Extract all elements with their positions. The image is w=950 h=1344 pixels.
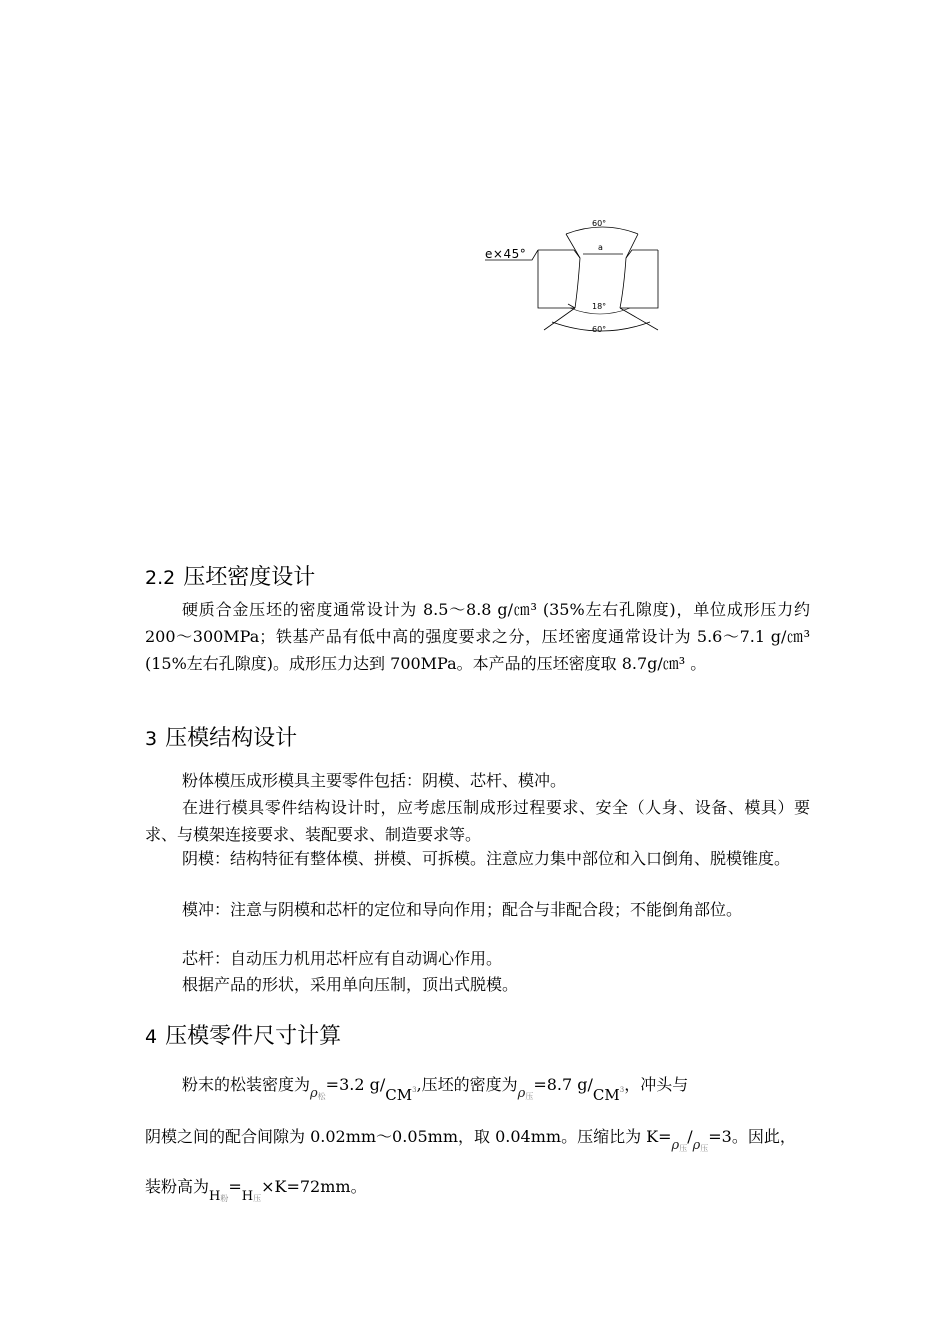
formula-line-densities — [182, 1072, 689, 1104]
superscript: 3 — [412, 1085, 417, 1094]
rho-symbol: ρ — [692, 1138, 701, 1153]
text: 装粉高为 — [145, 1177, 210, 1196]
subscript: 压 — [253, 1194, 262, 1203]
paragraph: 根据产品的形状，采用单向压制，顶出式脱模。 — [182, 975, 519, 994]
rho-symbol: ρ — [310, 1086, 318, 1101]
h-symbol: H — [209, 1189, 221, 1204]
section-number: 3 — [145, 728, 158, 750]
paragraph: 模冲：注意与阴模和芯杆的定位和导向作用；配合与非配合段；不能倒角部位。 — [182, 900, 743, 919]
die-drawing-svg — [480, 212, 680, 342]
h-symbol: H — [241, 1189, 254, 1204]
text: =8.7 g/ — [533, 1075, 593, 1094]
formula-line-fill-height — [145, 1174, 367, 1204]
chamfer-label: e×45° — [485, 247, 527, 261]
subscript: 压 — [700, 1144, 709, 1153]
section-heading-4 — [145, 1019, 341, 1050]
text: ×K=72mm。 — [261, 1177, 367, 1196]
subscript: 松 — [317, 1092, 326, 1101]
subscript: 粉 — [220, 1194, 229, 1203]
angle-mid-label: 18° — [592, 302, 607, 311]
paragraph: 在进行模具零件结构设计时，应考虑压制成形过程要求、安全（人身、设备、模具）要求、与模架连接要求、装配要求、制造要求等。 — [145, 798, 810, 844]
paragraph: 粉体模压成形模具主要零件包括：阴模、芯杆、模冲。 — [182, 771, 567, 790]
angle-top-label: 60° — [592, 219, 607, 228]
superscript: 3 — [619, 1085, 625, 1094]
paragraph: 芯杆：自动压力机用芯杆应有自动调心作用。 — [182, 949, 503, 968]
section-title: 压坯密度设计 — [183, 565, 316, 590]
angle-bottom-label: 60° — [592, 325, 607, 334]
formula-line-compression — [145, 1124, 796, 1153]
unit-cm: CM — [592, 1086, 620, 1104]
text: 阴模之间的配合间隙为 0.02mm～0.05mm，取 0.04mm。压缩比为 K= — [145, 1127, 672, 1146]
text: ，冲头与 — [624, 1075, 689, 1094]
unit-cm: CM — [385, 1086, 413, 1104]
section-heading-3 — [145, 721, 297, 752]
subscript: 压 — [679, 1144, 688, 1153]
section-number: 2.2 — [145, 567, 176, 589]
text: 粉末的松装密度为 — [182, 1075, 311, 1094]
text: =3。因此， — [708, 1127, 796, 1146]
section-number: 4 — [145, 1026, 158, 1048]
dim-a-label: a — [598, 243, 603, 252]
rho-symbol: ρ — [671, 1138, 680, 1153]
text: ,压坯的密度为 — [416, 1075, 518, 1094]
equals: = — [228, 1177, 242, 1196]
die-cross-section-drawing — [480, 212, 680, 342]
section-heading-2-2 — [145, 560, 315, 591]
paragraph-density-design: 硬质合金压坯的密度通常设计为 8.5～8.8 g/㎝³ (35%左右孔隙度)，单位成形压力约 200～300MPa；铁基产品有低中高的强度要求之分，压坯密度通常设计为 5.6～7.1 g/㎝³ (15%左右孔隙度)。成形压力达到 700MPa。本产品的压坯密度取 8.7g/㎝³ 。 — [145, 600, 810, 673]
paragraph: 阴模：结构特征有整体模、拼模、可拆模。注意应力集中部位和入口倒角、脱模锥度。 — [182, 849, 791, 868]
text: =3.2 g/ — [325, 1075, 386, 1094]
subscript: 压 — [525, 1092, 534, 1101]
rho-symbol: ρ — [517, 1086, 526, 1101]
section-title: 压模结构设计 — [165, 726, 298, 751]
section-title: 压模零件尺寸计算 — [165, 1024, 342, 1049]
slash: / — [687, 1127, 693, 1146]
